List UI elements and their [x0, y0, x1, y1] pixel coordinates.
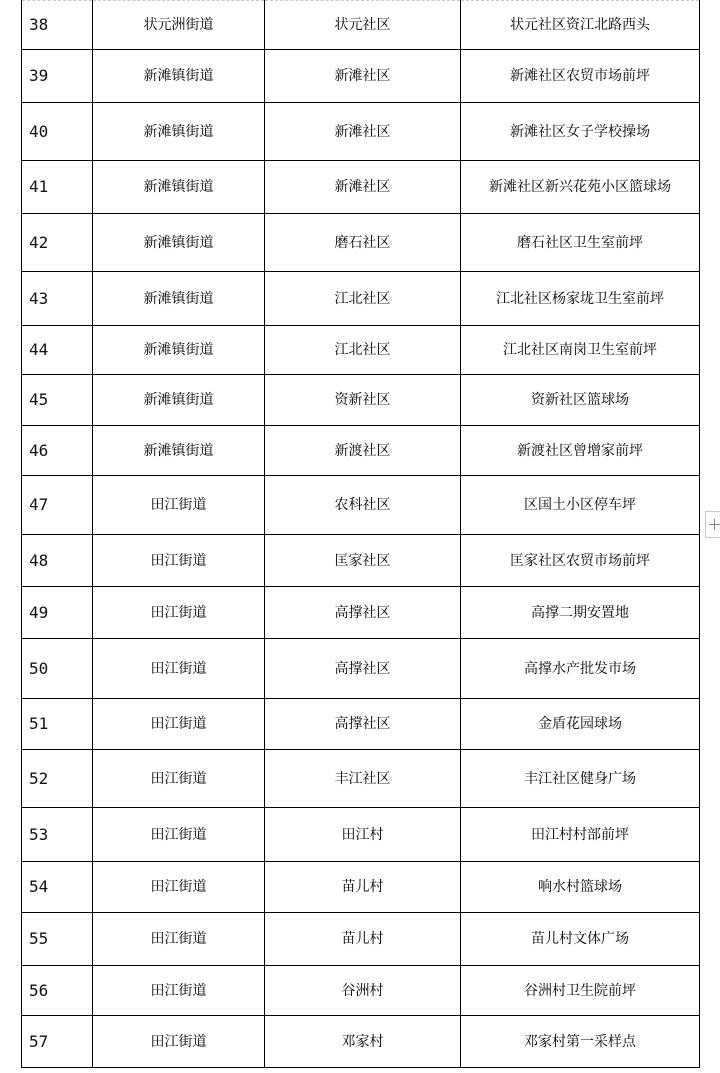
- community-cell: 高撑社区: [265, 587, 461, 639]
- street-cell: 田江街道: [93, 476, 265, 535]
- table-row: [22, 161, 700, 214]
- community-cell: 谷洲村: [265, 966, 461, 1016]
- location-cell: 丰江社区健身广场: [461, 750, 700, 808]
- community-cell: 状元社区: [265, 1, 461, 50]
- street-cell: 田江街道: [93, 913, 265, 966]
- street-cell: 新滩镇街道: [93, 375, 265, 426]
- location-cell: 区国土小区停车坪: [461, 476, 700, 535]
- row-number-cell: 38: [22, 1, 93, 50]
- row-number-cell: 45: [22, 375, 93, 426]
- row-number-cell: 53: [22, 808, 93, 862]
- row-number-cell: 49: [22, 587, 93, 639]
- location-cell: 江北社区南岗卫生室前坪: [461, 326, 700, 375]
- street-cell: 田江街道: [93, 862, 265, 913]
- location-cell: 资新社区篮球场: [461, 375, 700, 426]
- location-cell: 江北社区杨家垅卫生室前坪: [461, 272, 700, 326]
- table-row: [22, 535, 700, 587]
- row-number-cell: 40: [22, 103, 93, 161]
- table-row: [22, 699, 700, 750]
- table-row: [22, 476, 700, 535]
- table-row: [22, 913, 700, 966]
- table-row: [22, 587, 700, 639]
- community-cell: 新滩社区: [265, 161, 461, 214]
- row-number-cell: 41: [22, 161, 93, 214]
- location-cell: 苗儿村文体广场: [461, 913, 700, 966]
- street-cell: 田江街道: [93, 699, 265, 750]
- location-cell: 新滩社区新兴花苑小区篮球场: [461, 161, 700, 214]
- table-row: [22, 1, 700, 50]
- location-cell: 磨石社区卫生室前坪: [461, 214, 700, 272]
- community-cell: 农科社区: [265, 476, 461, 535]
- location-cell: 状元社区资江北路西头: [461, 1, 700, 50]
- table-row: [22, 50, 700, 103]
- row-number-cell: 42: [22, 214, 93, 272]
- location-cell: 高撑水产批发市场: [461, 639, 700, 699]
- add-row-button[interactable]: [705, 511, 720, 538]
- community-cell: 新滩社区: [265, 50, 461, 103]
- table-row: [22, 375, 700, 426]
- location-cell: 高撑二期安置地: [461, 587, 700, 639]
- community-cell: 苗儿村: [265, 862, 461, 913]
- table-row: [22, 103, 700, 161]
- location-cell: 新滩社区农贸市场前坪: [461, 50, 700, 103]
- row-number-cell: 48: [22, 535, 93, 587]
- street-cell: 新滩镇街道: [93, 50, 265, 103]
- row-number-cell: 47: [22, 476, 93, 535]
- community-cell: 邓家村: [265, 1016, 461, 1068]
- street-cell: 田江街道: [93, 639, 265, 699]
- row-number-cell: 44: [22, 326, 93, 375]
- street-cell: 新滩镇街道: [93, 103, 265, 161]
- row-number-cell: 54: [22, 862, 93, 913]
- row-number-cell: 50: [22, 639, 93, 699]
- street-cell: 田江街道: [93, 808, 265, 862]
- street-cell: 新滩镇街道: [93, 326, 265, 375]
- street-cell: 状元洲街道: [93, 1, 265, 50]
- table-row: [22, 272, 700, 326]
- table-row: [22, 750, 700, 808]
- location-cell: 响水村篮球场: [461, 862, 700, 913]
- community-cell: 高撑社区: [265, 639, 461, 699]
- plus-icon: [709, 519, 720, 530]
- community-cell: 匡家社区: [265, 535, 461, 587]
- row-number-cell: 39: [22, 50, 93, 103]
- sampling-sites-table: [21, 0, 700, 1068]
- table-row: [22, 1016, 700, 1068]
- table-row: [22, 426, 700, 476]
- street-cell: 田江街道: [93, 750, 265, 808]
- row-number-cell: 43: [22, 272, 93, 326]
- street-cell: 新滩镇街道: [93, 161, 265, 214]
- community-cell: 磨石社区: [265, 214, 461, 272]
- street-cell: 新滩镇街道: [93, 272, 265, 326]
- community-cell: 丰江社区: [265, 750, 461, 808]
- table-row: [22, 326, 700, 375]
- table-body: [22, 1, 700, 1068]
- row-number-cell: 46: [22, 426, 93, 476]
- location-cell: 邓家村第一采样点: [461, 1016, 700, 1068]
- table-row: [22, 808, 700, 862]
- street-cell: 田江街道: [93, 966, 265, 1016]
- location-cell: 新滩社区女子学校操场: [461, 103, 700, 161]
- community-cell: 苗儿村: [265, 913, 461, 966]
- row-number-cell: 51: [22, 699, 93, 750]
- row-number-cell: 55: [22, 913, 93, 966]
- location-cell: 金盾花园球场: [461, 699, 700, 750]
- community-cell: 田江村: [265, 808, 461, 862]
- street-cell: 新滩镇街道: [93, 214, 265, 272]
- street-cell: 田江街道: [93, 1016, 265, 1068]
- row-number-cell: 52: [22, 750, 93, 808]
- community-cell: 高撑社区: [265, 699, 461, 750]
- community-cell: 江北社区: [265, 326, 461, 375]
- street-cell: 新滩镇街道: [93, 426, 265, 476]
- table-row: [22, 639, 700, 699]
- community-cell: 资新社区: [265, 375, 461, 426]
- street-cell: 田江街道: [93, 535, 265, 587]
- street-cell: 田江街道: [93, 587, 265, 639]
- table-row: [22, 862, 700, 913]
- location-cell: 田江村村部前坪: [461, 808, 700, 862]
- community-cell: 新渡社区: [265, 426, 461, 476]
- community-cell: 江北社区: [265, 272, 461, 326]
- location-cell: 匡家社区农贸市场前坪: [461, 535, 700, 587]
- row-number-cell: 57: [22, 1016, 93, 1068]
- table-row: [22, 214, 700, 272]
- row-number-cell: 56: [22, 966, 93, 1016]
- location-cell: 新渡社区曾增家前坪: [461, 426, 700, 476]
- community-cell: 新滩社区: [265, 103, 461, 161]
- table-row: [22, 966, 700, 1016]
- location-cell: 谷洲村卫生院前坪: [461, 966, 700, 1016]
